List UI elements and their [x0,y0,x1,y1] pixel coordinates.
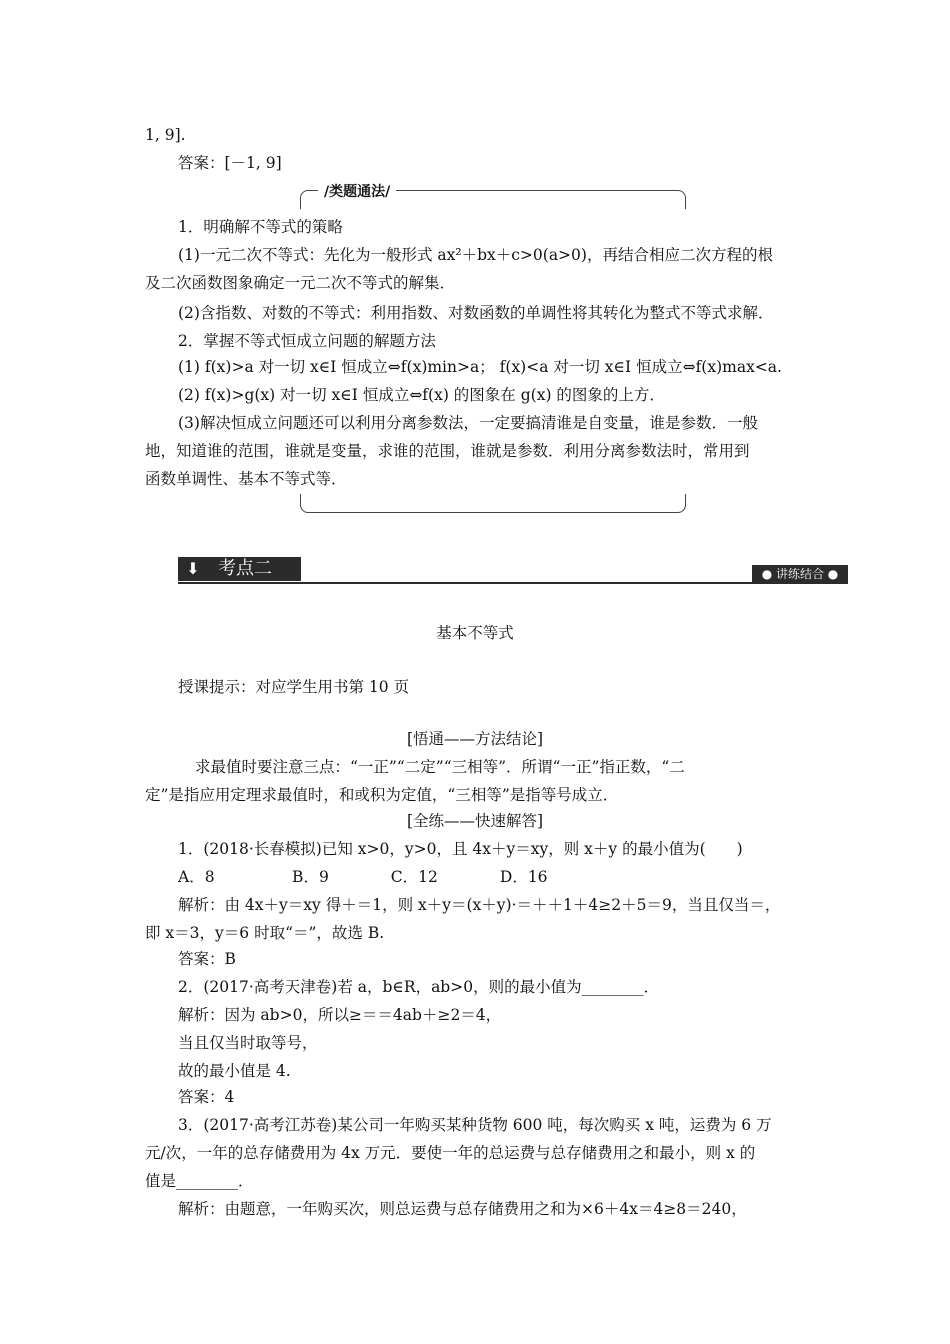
question-1-solution-1: 解析：由 4x＋y＝xy 得＋＝1，则 x＋y＝(x＋y)·＝＋＋1＋4≥2＋5＝9，当且仅当＝， [178,896,781,914]
question-3-stem-2: 元/次，一年的总存储费用为 4x 万元．要使一年的总运费与总存储费用之和最小，则 x 的 [145,1144,756,1162]
topic-title: 基本不等式 [436,624,514,642]
question-2-answer: 答案：4 [178,1088,235,1106]
question-3-stem-1: 3．(2017·高考江苏卷)某公司一年购买某种货物 600 吨，每次购买 x 吨，运费为 6 万 [178,1116,772,1134]
separation-line-3: 函数单调性、基本不等式等． [145,470,347,488]
method-box-title-text: 类题通法 [329,184,386,200]
method-conclusion-line-1: 求最值时要注意三点：“一正”“二定”“三相等”．所谓“一正”指正数，“二 [195,758,685,776]
always-true-line-1: (1) f(x)>a 对一切 x∈I 恒成立⇔f(x)min>a； f(x)<a 对一切 x∈I 恒成立⇔f(x)max<a. [178,358,782,376]
question-2-solution-2: 当且仅当时取等号， [178,1034,318,1052]
method-conclusion-heading: [悟通——方法结论] [406,730,544,748]
method-conclusion-line-2: 定”是指应用定理求最值时，和或积为定值，“三相等”是指等号成立． [145,786,619,804]
question-3-stem-3: 值是________． [145,1172,254,1190]
question-1-solution-2: 即 x＝3，y＝6 时取“＝”，故选 B. [145,924,385,942]
quadratic-line-1: (1)一元二次不等式：先化为一般形式 ax²＋bx＋c>0(a>0)，再结合相应二次方程的根 [178,246,773,264]
strategy-heading: 1．明确解不等式的策略 [178,218,343,236]
method-heading-2: 2．掌握不等式恒成立问题的解题方法 [178,332,436,350]
question-2-solution-1: 解析：因为 ab>0，所以≥＝＝4ab＋≥2＝4， [178,1006,502,1024]
section-badge: ● 讲练结合 ● [752,565,848,583]
method-box-title: /类题通法/ [318,181,396,203]
separation-line-1: (3)解决恒成立问题还可以利用分离参数法，一定要搞清谁是自变量，谁是参数．一般 [178,414,758,432]
question-3-solution-1: 解析：由题意，一年购买次，则总运费与总存储费用之和为×6＋4x＝4≥8＝240， [178,1200,747,1218]
question-1-answer: 答案：B [178,950,236,968]
quadratic-line-2: 及二次函数图象确定一元二次不等式的解集． [145,274,456,292]
question-2-stem: 2．(2017·高考天津卷)若 a，b∈R，ab>0，则的最小值为________． [178,978,660,996]
section-rule [178,582,848,584]
question-1-options: A．8 B．9 C．12 D．16 [178,868,548,886]
section-title: 考点二 [218,558,272,579]
answer-line: 答案：[－1, 9] [178,154,282,172]
method-box-bottom-border [300,494,686,513]
exp-log-line: (2)含指数、对数的不等式：利用指数、对数函数的单调性将其转化为整式不等式求解． [178,304,774,322]
arrow-down-icon: ⬇ [186,559,200,578]
range-tail: 1, 9]. [145,126,186,144]
always-true-line-2: (2) f(x)>g(x) 对一切 x∈I 恒成立⇔f(x) 的图象在 g(x) 的图象的上方． [178,386,665,404]
question-1-stem: 1．(2018·长春模拟)已知 x>0，y>0，且 4x＋y＝xy，则 x＋y 的最小值为( ) [178,840,743,858]
separation-line-2: 地，知道谁的范围，谁就是变量，求谁的范围，谁就是参数．利用分离参数法时，常用到 [145,442,750,460]
lesson-hint: 授课提示：对应学生用书第 10 页 [178,678,410,696]
question-2-solution-3: 故的最小值是 4. [178,1062,291,1080]
practice-heading: [全练——快速解答] [406,812,544,830]
